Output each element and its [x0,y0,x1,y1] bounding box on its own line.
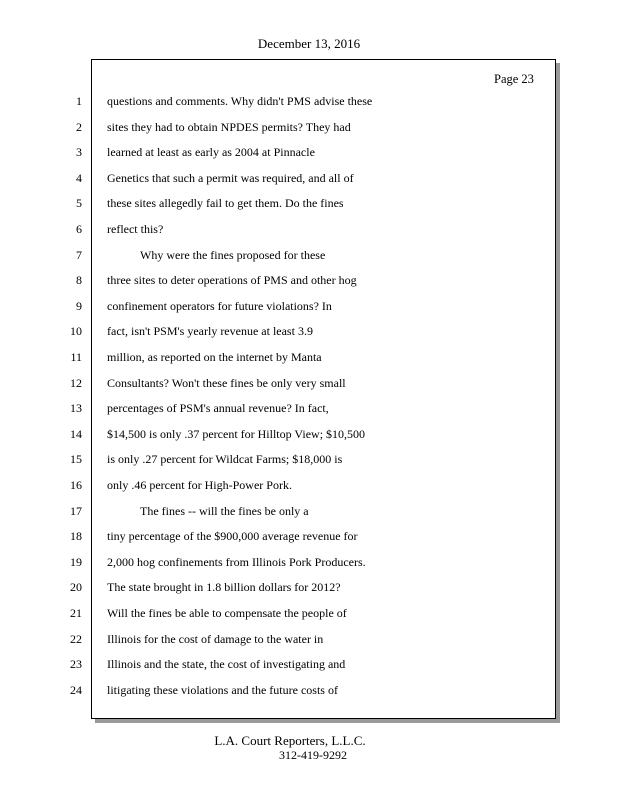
transcript-line [0,627,560,653]
line-number: 6 [76,222,82,236]
line-number: 24 [70,682,82,697]
line-text: The state brought in 1.8 billion dollars for 2012? [107,580,341,595]
line-text: is only .27 percent for Wildcat Farms; $18,000 is [107,452,343,467]
line-text: Illinois for the cost of damage to the water in [107,631,324,646]
line-number: 4 [76,170,82,185]
line-text: learned at least as early as 2004 at Pinnacle [107,145,315,160]
transcript-line [0,473,560,499]
transcript-line [0,115,560,141]
transcript-line [0,447,560,473]
footer-company: L.A. Court Reporters, L.L.C. [214,733,366,748]
line-text: Illinois and the state, the cost of investigating and [107,657,346,672]
line-number: 8 [76,273,82,288]
transcript-line [0,140,560,166]
line-text: reflect this? [107,222,164,236]
line-text: The fines -- will the fines be only a [140,503,309,518]
transcript-line [0,499,560,525]
line-text: only .46 percent for High-Power Pork. [107,478,292,492]
line-number: 17 [70,503,82,518]
line-text: Consultants? Won't these fines be only very small [107,375,346,390]
transcript-line [0,268,560,294]
line-number: 16 [70,478,82,492]
line-number: 18 [70,529,82,544]
transcript-line [0,345,560,371]
line-text: Why were the fines proposed for these [140,247,326,262]
transcript-line [0,371,560,397]
transcript-line [0,319,560,345]
line-text: tiny percentage of the $900,000 average revenue for [107,529,358,544]
line-number: 2 [76,119,82,134]
line-number: 3 [76,145,82,160]
transcript-line [0,422,560,448]
header-date: December 13, 2016 [257,36,361,51]
line-number: 1 [76,94,82,108]
line-number: 19 [70,554,82,569]
line-number: 7 [76,247,82,262]
transcript-line [0,396,560,422]
line-number: 13 [70,401,82,416]
line-number: 14 [70,426,82,441]
transcript-line [0,601,560,627]
line-text: these sites allegedly fail to get them. Do the fines [107,196,344,211]
line-text: litigating these violations and the future costs of [107,682,338,697]
line-text: questions and comments. Why didn't PMS advise these [107,94,373,108]
transcript-line [0,678,560,704]
transcript-line [0,294,560,320]
transcript-line [0,217,560,243]
line-number: 20 [70,580,82,595]
line-text: sites they had to obtain NPDES permits? They had [107,119,351,134]
line-number: 11 [70,350,82,364]
line-number: 12 [70,375,82,390]
line-number: 15 [70,452,82,467]
line-number: 21 [70,606,82,620]
transcript-line [0,575,560,601]
transcript-line [0,243,560,269]
line-number: 5 [76,196,82,211]
transcript-line [0,191,560,217]
line-text: confinement operators for future violations? In [107,298,332,313]
line-text: Genetics that such a permit was required, and all of [107,170,354,185]
line-text: Will the fines be able to compensate the people of [107,606,347,620]
line-text: 2,000 hog confinements from Illinois Pork Producers. [107,554,366,569]
line-number: 9 [76,298,82,313]
footer-phone: 312-419-9292 [279,748,347,762]
line-text: million, as reported on the internet by Manta [107,350,322,364]
transcript-line [0,550,560,576]
line-number: 22 [70,631,82,646]
transcript-line [0,166,560,192]
transcript-line [0,524,560,550]
page-number: Page 23 [494,72,534,86]
transcript-line [0,89,560,115]
line-text: three sites to deter operations of PMS and other hog [107,273,357,288]
line-text: fact, isn't PSM's yearly revenue at least 3.9 [107,324,313,339]
line-number: 10 [70,324,82,339]
line-number: 23 [70,657,82,672]
transcript-line [0,652,560,678]
line-text: $14,500 is only .37 percent for Hilltop View; $10,500 [107,426,366,441]
line-text: percentages of PSM's annual revenue? In fact, [107,401,329,416]
